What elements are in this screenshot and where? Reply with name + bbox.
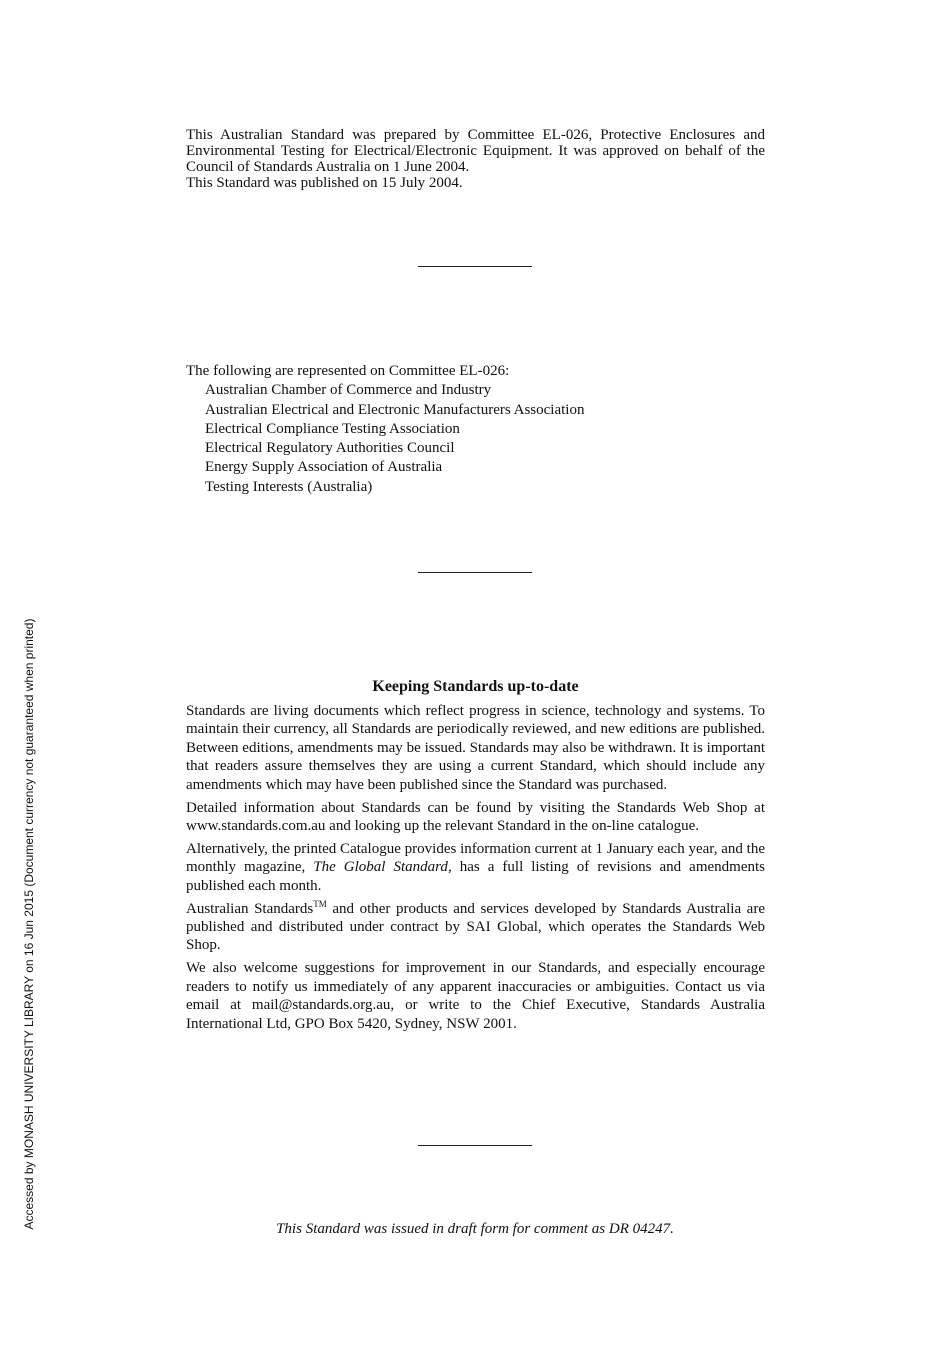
- access-watermark: Accessed by MONASH UNIVERSITY LIBRARY on 16 Jun 2015 (Document currency not guaranteed when printed): [22, 618, 36, 1230]
- trademark-mark: TM: [313, 898, 327, 909]
- committee-member-list: [186, 381, 765, 497]
- committee-representation: [186, 362, 765, 497]
- preparation-statement: [186, 127, 765, 191]
- divider-rule: [418, 266, 532, 267]
- committee-member: Electrical Regulatory Authorities Council: [205, 440, 455, 457]
- publication-date-text: This Standard was published on 15 July 2004.: [186, 175, 463, 191]
- committee-member: Australian Electrical and Electronic Manufacturers Association: [205, 401, 585, 418]
- paragraph: [186, 900, 765, 955]
- paragraph: Standards are living documents which reflect progress in science, technology and systems. To maintain their currency, all Standards are periodically reviewed, and new editions are published. Between editions, amendments may be issued. Standards may also be withdrawn. It is important that readers assure themselves they are using a current Standard, which should include any amendments which may have been published since the Standard was purchased.: [186, 703, 765, 793]
- paragraph: We also welcome suggestions for improvement in our Standards, and especially encourage readers to notify us immediately of any apparent inaccuracies or ambiguities. Contact us via email at mail@standards.org.au, or write to the Chief Executive, Standards Australia International Ltd, GPO Box 5420, Sydney, NSW 2001.: [186, 960, 765, 1032]
- preparation-text: This Australian Standard was prepared by Committee EL-026, Protective Enclosures and Environmental Testing for Electrical/Electronic Equipment. It was approved on behalf of the Council of Standards Australia on 1 June 2004.: [186, 127, 765, 175]
- divider-rule: [418, 572, 532, 573]
- draft-note: This Standard was issued in draft form for comment as DR 04247.: [276, 1221, 674, 1237]
- committee-member: Australian Chamber of Commerce and Industry: [205, 382, 492, 399]
- paragraph-text: Australian Standards: [186, 900, 314, 917]
- committee-intro: The following are represented on Committee EL-026:: [186, 363, 510, 379]
- committee-member: Testing Interests (Australia): [205, 478, 373, 495]
- keeping-standards-section: [186, 702, 765, 1037]
- committee-member: Electrical Compliance Testing Association: [205, 420, 460, 437]
- paragraph: [186, 840, 765, 895]
- section-heading: Keeping Standards up-to-date: [372, 678, 579, 695]
- magazine-title: The Global Standard: [313, 859, 448, 876]
- paragraph-text: , has a full listing of revisions and amendments published each month.: [186, 859, 765, 894]
- paragraph: Detailed information about Standards can be found by visiting the Standards Web Shop at www.standards.com.au and looking up the relevant Standard in the on-line catalogue.: [186, 799, 765, 834]
- divider-rule: [418, 1145, 532, 1146]
- committee-member: Energy Supply Association of Australia: [205, 459, 443, 476]
- paragraph-text: and other products and services developed by Standards Australia are published and distributed under contract by SAI Global, which operates the Standards Web Shop.: [186, 900, 765, 954]
- paragraph-text: Alternatively, the printed Catalogue provides information current at 1 January each year, and the monthly magazine,: [186, 840, 765, 876]
